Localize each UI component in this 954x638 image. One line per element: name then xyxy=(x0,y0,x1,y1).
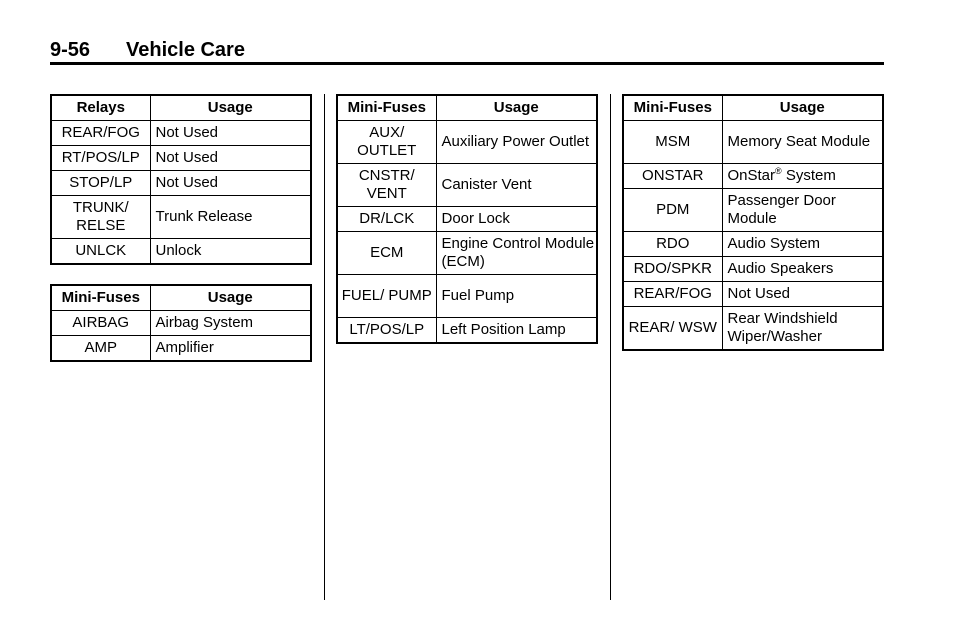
table-row xyxy=(51,311,311,336)
usage-cell: Airbag System xyxy=(150,311,311,336)
table-row xyxy=(51,171,311,196)
mini-fuses-table xyxy=(50,284,312,362)
code-cell: ECM xyxy=(337,232,436,275)
table-row xyxy=(337,164,597,207)
table-header-row xyxy=(623,95,883,121)
usage-cell: Not Used xyxy=(150,121,311,146)
usage-cell: Canister Vent xyxy=(436,164,597,207)
table-row xyxy=(337,318,597,343)
code-cell: RDO xyxy=(623,232,722,257)
table-row xyxy=(623,307,883,350)
usage-cell: Rear Windshield Wiper/Washer xyxy=(722,307,883,350)
code-cell: RT/POS/LP xyxy=(51,146,150,171)
code-cell: LT/POS/LP xyxy=(337,318,436,343)
table-header-row xyxy=(51,95,311,121)
section-title: Vehicle Care xyxy=(126,39,245,61)
usage-cell: Passenger Door Module xyxy=(722,189,883,232)
table-row xyxy=(337,232,597,275)
table-row xyxy=(623,282,883,307)
relays-table xyxy=(50,94,312,265)
code-cell: TRUNK/ RELSE xyxy=(51,196,150,239)
column-header: Mini-Fuses xyxy=(623,95,722,121)
usage-text: OnStar xyxy=(727,167,776,184)
usage-cell: Door Lock xyxy=(436,207,597,232)
usage-cell: Not Used xyxy=(150,146,311,171)
column-header: Usage xyxy=(150,285,311,311)
usage-cell xyxy=(722,164,883,189)
code-cell: AIRBAG xyxy=(51,311,150,336)
table-row xyxy=(623,232,883,257)
code-cell: REAR/ WSW xyxy=(623,307,722,350)
code-cell: STOP/LP xyxy=(51,171,150,196)
mini-fuses-table xyxy=(336,94,598,344)
code-cell: MSM xyxy=(623,121,722,164)
code-cell: REAR/FOG xyxy=(51,121,150,146)
header-rule xyxy=(50,62,884,65)
usage-text: System xyxy=(781,167,836,184)
column-divider xyxy=(610,94,611,600)
column-header: Usage xyxy=(722,95,883,121)
table-header-row xyxy=(51,285,311,311)
code-cell: UNLCK xyxy=(51,239,150,264)
table-row xyxy=(51,336,311,361)
usage-cell: Engine Control Module (ECM) xyxy=(436,232,597,275)
table-row xyxy=(623,257,883,282)
table-row xyxy=(51,121,311,146)
usage-cell: Trunk Release xyxy=(150,196,311,239)
column-header: Mini-Fuses xyxy=(51,285,150,311)
code-cell: REAR/FOG xyxy=(623,282,722,307)
table-row xyxy=(337,275,597,318)
table-row xyxy=(51,196,311,239)
column-header: Relays xyxy=(51,95,150,121)
usage-cell: Not Used xyxy=(722,282,883,307)
usage-cell: Auxiliary Power Outlet xyxy=(436,121,597,164)
code-cell: FUEL/ PUMP xyxy=(337,275,436,318)
usage-cell: Memory Seat Module xyxy=(722,121,883,164)
page-number: 9-56 xyxy=(50,39,91,61)
code-cell: AUX/ OUTLET xyxy=(337,121,436,164)
table-row xyxy=(337,121,597,164)
registered-mark: ® xyxy=(775,166,782,176)
usage-cell: Not Used xyxy=(150,171,311,196)
table-row xyxy=(51,146,311,171)
table-row xyxy=(623,121,883,164)
column-header: Mini-Fuses xyxy=(337,95,436,121)
usage-cell: Left Position Lamp xyxy=(436,318,597,343)
table-row xyxy=(51,239,311,264)
code-cell: ONSTAR xyxy=(623,164,722,189)
table-row xyxy=(623,164,883,189)
column-header: Usage xyxy=(436,95,597,121)
usage-cell: Amplifier xyxy=(150,336,311,361)
code-cell: DR/LCK xyxy=(337,207,436,232)
usage-cell: Fuel Pump xyxy=(436,275,597,318)
column-header: Usage xyxy=(150,95,311,121)
usage-cell: Unlock xyxy=(150,239,311,264)
column-divider xyxy=(324,94,325,600)
code-cell: PDM xyxy=(623,189,722,232)
code-cell: RDO/SPKR xyxy=(623,257,722,282)
code-cell: AMP xyxy=(51,336,150,361)
table-row xyxy=(337,207,597,232)
mini-fuses-table xyxy=(622,94,884,351)
table-row xyxy=(623,189,883,232)
table-header-row xyxy=(337,95,597,121)
usage-cell: Audio Speakers xyxy=(722,257,883,282)
usage-cell: Audio System xyxy=(722,232,883,257)
code-cell: CNSTR/ VENT xyxy=(337,164,436,207)
